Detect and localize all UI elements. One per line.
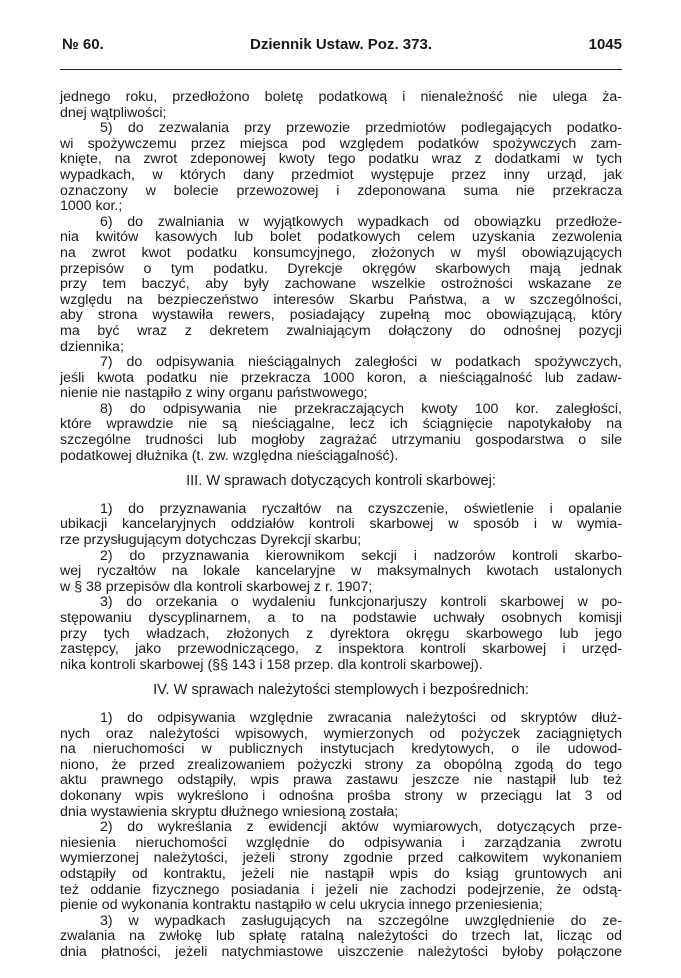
text-line: aktu prawnego odstąpiły, wpis prawa zastawu jeszcze nie nastąpił lub też [60,772,622,789]
text-line: 2) do wykreślania z ewidencji aktów wymiarowych, dotyczących prze- [100,819,622,836]
section-heading: IV. W sprawach należytości stemplowych i bezpośrednich: [153,682,529,699]
text-line: dnia wystawienia skryptu dłużnego wniesioną została; [60,803,399,820]
text-line: stępowaniu dyscyplinarnem, a to na podstawie uchwały osobnych komisji [60,610,622,626]
text-line: przy tem baczyć, aby były zachowane wszelkie ostrożności wskazane ze [60,276,622,293]
paragraph [60,549,622,596]
issue-number: № 60. [62,36,104,53]
paragraph [60,121,622,215]
paragraph [60,355,622,402]
text-line: zwalania na zwłokę lub spłatę ratalną należytości do trzech lat, licząc od [60,928,622,945]
paragraph [60,502,622,549]
text-line: 1000 kor.; [60,198,123,215]
text-line: nika kontroli skarbowej (§§ 143 i 158 przep. dla kontroli skarbowej). [60,656,483,673]
text-line: dnej wątpliwości; [60,104,167,121]
text-line: na zwrot kwot podatku konsumcyjnego, złożonych w myśl obowiązujących [60,244,622,261]
text-line: wymierzonej należytości, jeżeli strony zgodnie przed całkowitem wykonaniem [60,850,622,867]
paragraph [60,820,622,914]
text-line: wi spożywczemu przez miejsca pod względem podatków spożywczych zam- [60,135,622,152]
document-body [60,90,622,960]
text-line: rze przysługującym dotychczas Dyrekcji skarbu; [60,532,362,549]
text-line: niono, że przed zrealizowaniem pożyczki strony za obopólną zgodą do tego [60,756,622,773]
text-line: jednego roku, przedłożono boletę podatkową i nienależność nie ulega ża- [60,89,622,105]
text-line: 3) do orzekania o wydaleniu funkcjonarjuszy kontroli skarbowej w po- [100,594,622,611]
text-line: 5) do zezwalania przy przewozie przedmiotów podlegających podatko- [100,120,622,137]
journal-title: Dziennik Ustaw. Poz. 373. [250,36,432,53]
text-line: w § 38 przepisów dla kontroli skarbowej z r. 1907; [60,578,373,595]
text-line: 1) do przyznawania ryczałtów na czyszczenie, oświetlenie i opalanie [100,500,622,517]
text-line: szczególne trudności lub mogłoby zagrażać utrzymaniu gospodarstwa o sile [60,432,622,449]
text-line: nych oraz należytości wpisowych, wymierzonych od pożyczek zaciągniętych [60,725,622,742]
text-line: przepisów o tym podatku. Dyrekcje okręgów skarbowych mają jednak [60,260,622,277]
text-line: dziennika; [60,338,124,355]
text-line: 3) w wypadkach zasługujących na szczególne uwzględnienie do ze- [100,912,622,929]
text-line: 8) do odpisywania nie przekraczających kwoty 100 kor. zaległości, [100,400,622,417]
text-line: też oddanie fizycznego posiadania i jeżeli nie zachodzi podejrzenie, że odstą- [60,881,622,898]
paragraph [60,402,622,464]
paragraph [60,711,622,820]
paragraph [60,595,622,673]
text-line: aby strona wystawiła rewers, posiadający zupełną moc obowiązującą, który [60,307,622,324]
text-line: wypadkach, w których dany przedmiot występuje przez inny urząd, jak [60,166,622,183]
text-line: dokonany wpis wykreślono i odnośna prośba strony w przeciągu lat 3 od [60,787,622,804]
text-line: które wprawdzie nie są nieściągalne, lecz ich ściągnięcie napotykałoby na [60,416,622,433]
section-heading: III. W sprawach dotyczących kontroli skarbowej: [186,473,496,490]
section [60,474,622,673]
text-line: ma być wraz z dekretem zwalniającym dołączony do odnośnej pozycji [60,322,622,339]
text-line: 7) do odpisywania nieściągalnych zaległości w podatkach spożywczych, [100,354,622,371]
text-line: ubikacji kancelaryjnych oddziałów kontroli skarbowej w sposób i w wymia- [60,516,622,533]
text-line: 6) do zwalniania w wyjątkowych wypadkach od obowiązku przedłoże- [100,213,622,230]
text-line: na nieruchomości w publicznych instytucjach kredytowych, o ile udowod- [60,741,622,758]
text-line: jeśli kwota podatku nie przekracza 1000 koron, a nieściągalność lub zadaw- [60,369,622,386]
text-line: oznaczony w bolecie przewozowej i zdeponowana suma nie przekracza [60,182,622,199]
text-line: zastępcy, jako przewodniczącego, z inspektora kontroli skarbowej i urzęd- [60,641,622,658]
paragraph [60,215,622,355]
text-line: nia kwitów kasowych lub bolet podatkowych celem uzyskania zezwolenia [60,229,622,246]
page-number: 1045 [588,36,622,53]
text-line: niesienia nieruchomości względnie do odpisywania i zarządzania zwrotu [60,834,622,851]
text-line: podatkowej dłużnika (t. zw. względna nieściągalność). [60,447,399,464]
section [60,683,622,960]
text-line: 1) do odpisywania względnie zwracania należytości od skryptów dłuż- [100,709,622,726]
text-line: odstąpiły od kontraktu, jeżeli nie nastąpił wpis do ksiąg gruntowych ani [60,865,622,882]
text-line: pienie od wykonania kontraktu nastąpiło w celu ukrycia innego przeniesienia; [60,897,543,914]
text-line: przy tych władzach, złożonych z dyrektora okręgu skarbowego lub jego [60,625,622,642]
text-line: względu na bezpieczeństwo interesów Skarbu Państwa, a w szczególności, [60,291,622,308]
text-line: wej ryczałtów na lokale kancelaryjne w maksymalnych kwotach ustalonych [60,563,622,580]
text-line: dnia płatności, jeżeli natychmiastowe uiszczenie należytości byłoby połączone [60,943,622,960]
text-line: nienie nie nastąpiło z winy organu państwowego; [60,385,368,402]
paragraph [60,90,622,121]
text-line: 2) do przyznawania kierownikom sekcji i nadzorów kontroli skarbo- [100,547,622,564]
text-line: knięte, na zwrot zdeponowej kwoty tego podatku wraz z dodatkami w tych [60,151,622,168]
page-header [60,36,622,58]
paragraph [60,914,622,961]
header-rule [60,69,622,70]
section [60,90,622,464]
